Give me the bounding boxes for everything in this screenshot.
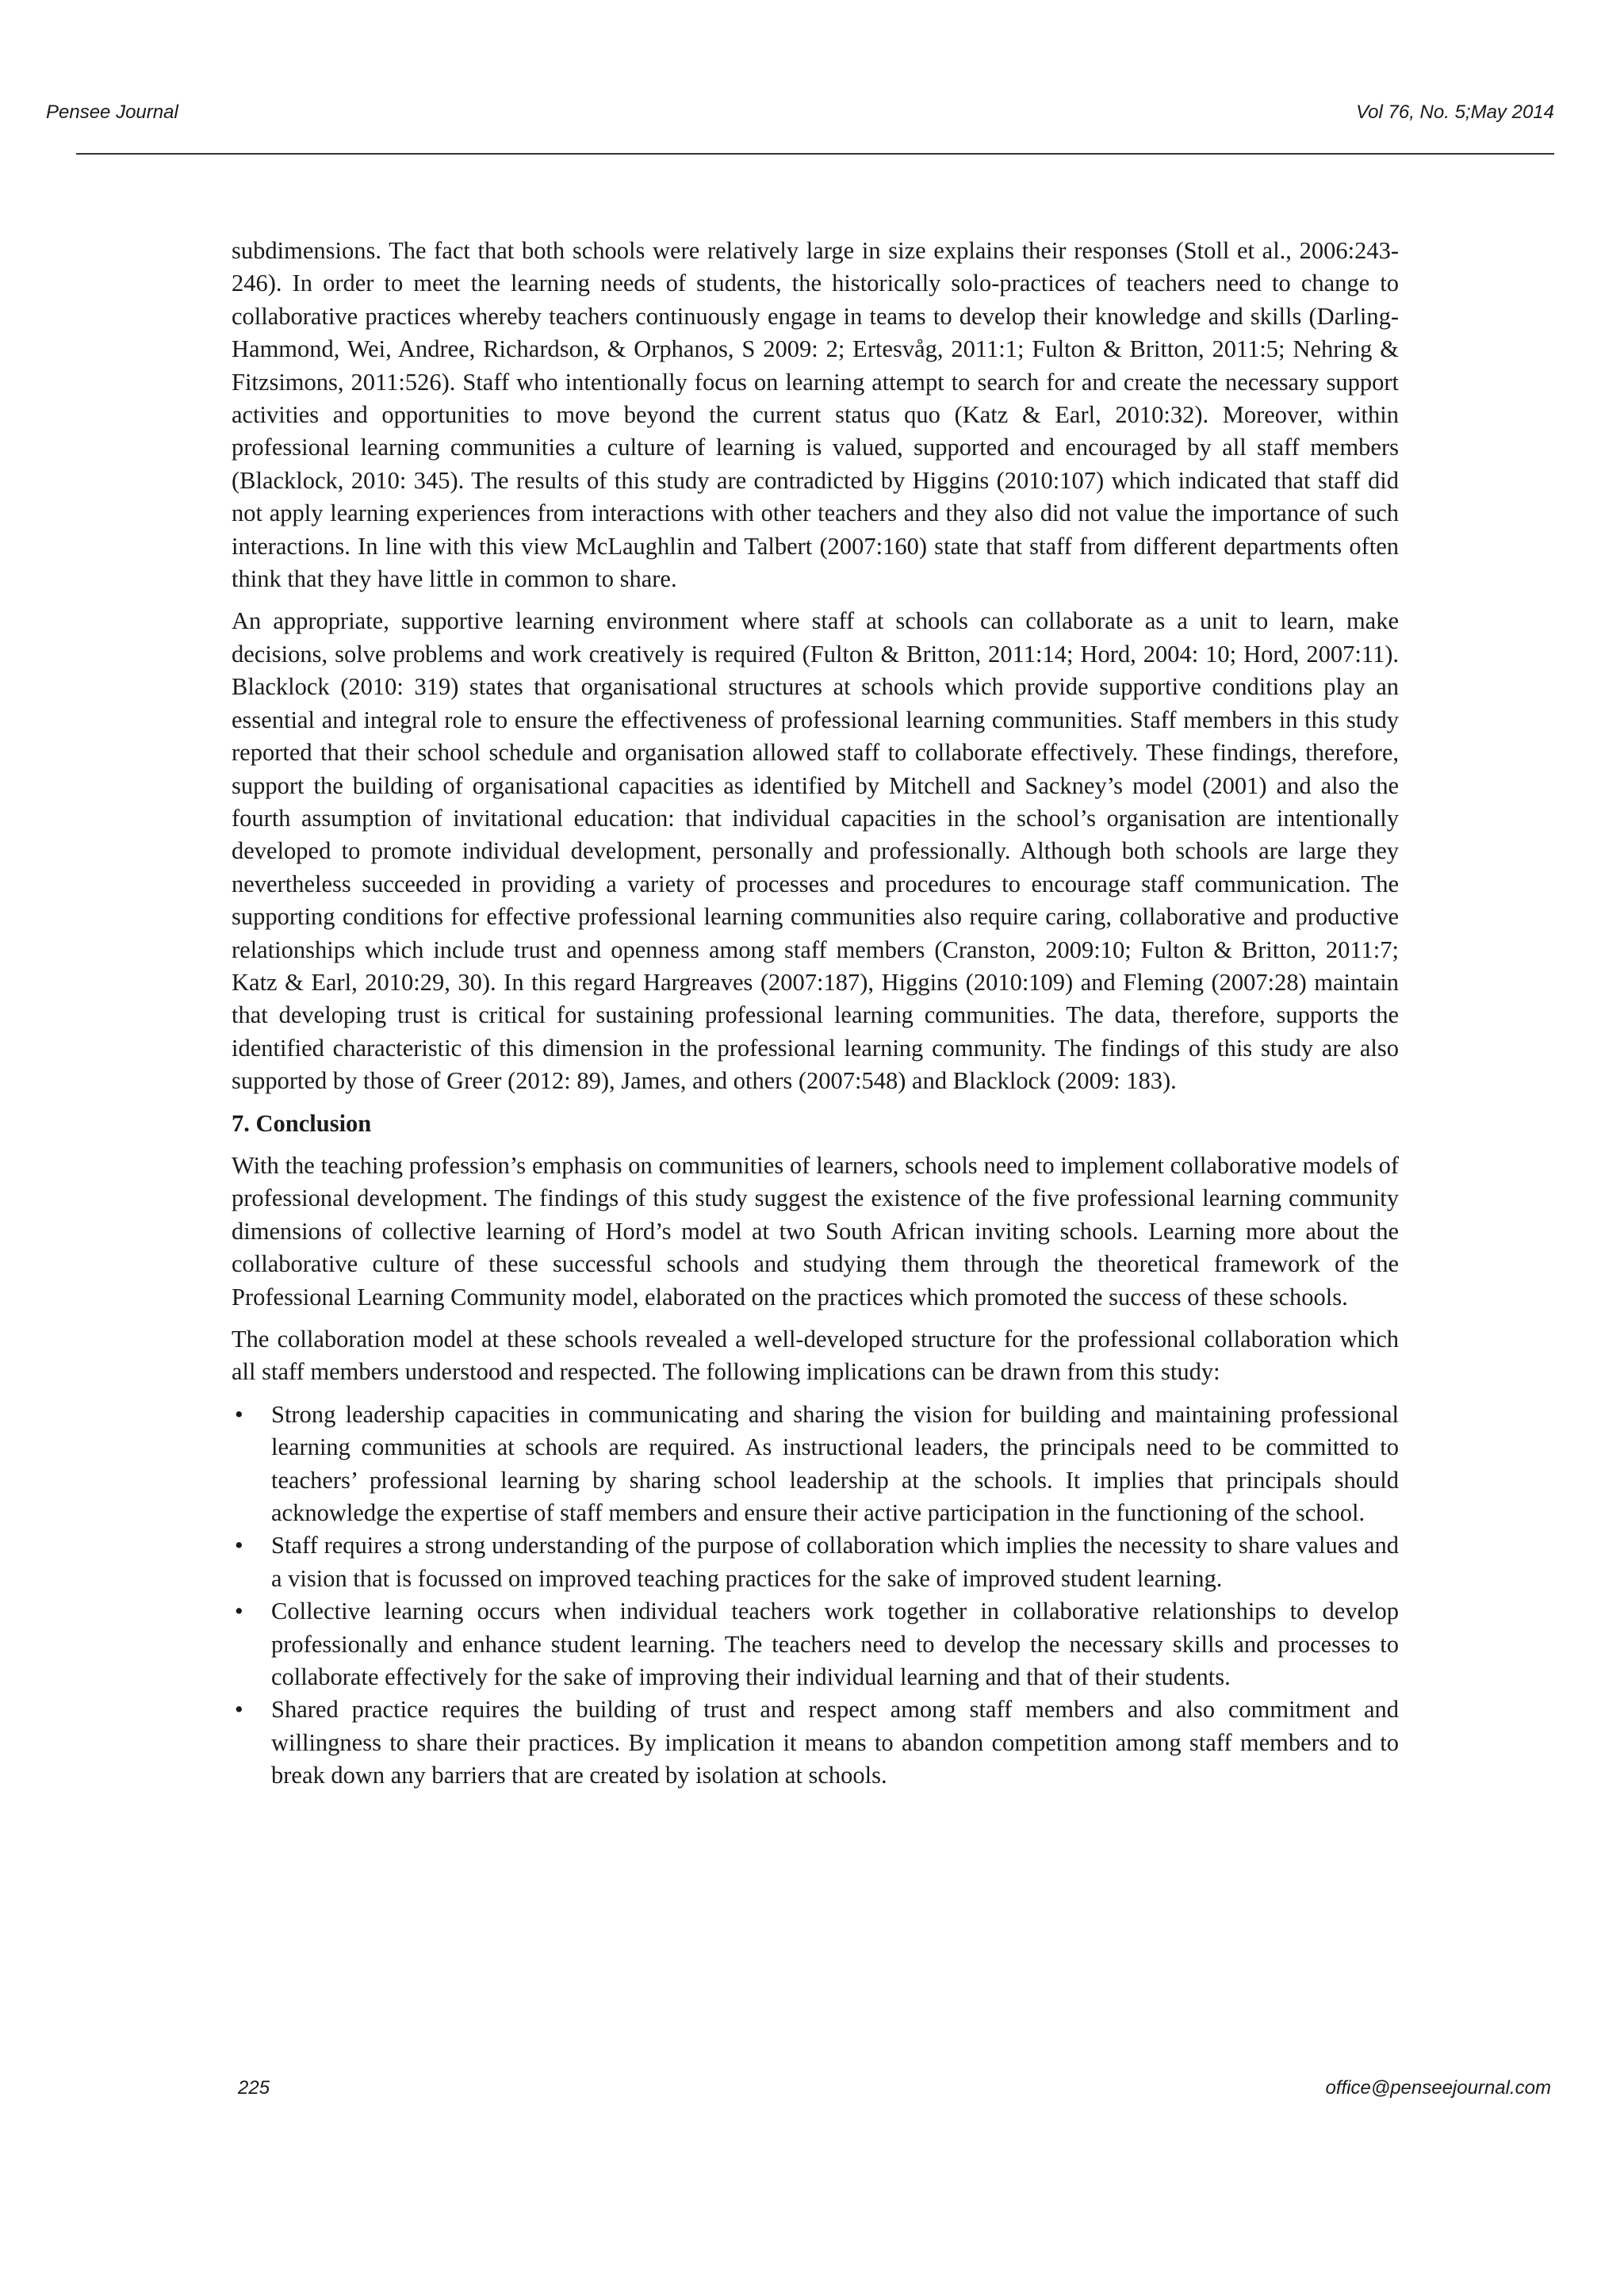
list-item	[232, 1595, 1399, 1693]
page-header	[46, 101, 1554, 133]
body-paragraph: subdimensions. The fact that both schools were relatively large in size explains their responses (Stoll et al., 2006:243-246). In order to meet the learning needs of students, the historically solo-practices of teachers need to change to collaborative practices whereby teachers continuously engage in teams to develop their knowledge and skills (Darling-Hammond, Wei, Andree, Richardson, & Orphanos, S 2009: 2; Ertesvåg, 2011:1; Fulton & Britton, 2011:5; Nehring & Fitzsimons, 2011:526). Staff who intentionally focus on learning attempt to search for and create the necessary support activities and opportunities to move beyond the current status quo (Katz & Earl, 2010:32). Moreover, within professional learning communities a culture of learning is valued, supported and encouraged by all staff members (Blacklock, 2010: 345). The results of this study are contradicted by Higgins (2010:107) which indicated that staff did not apply learning experiences from interactions with other teachers and they also did not value the importance of such interactions. In line with this view McLaughlin and Talbert (2007:160) state that staff from different departments often think that they have little in common to share.	[232, 237, 1399, 593]
bullet-icon: •	[235, 1598, 243, 1625]
list-item	[232, 1399, 1399, 1530]
contact-email: office@penseejournal.com	[1325, 2077, 1551, 2099]
body-paragraph: The collaboration model at these schools revealed a well-developed structure for the professional collaboration which all staff members understood and respected. The following implications can be drawn from this study:	[232, 1326, 1399, 1386]
body-paragraph: An appropriate, supportive learning environment where staff at schools can collaborate as a unit to learn, make decisions, solve problems and work creatively is required (Fulton & Britton, 2011:14; Hord, 2004: 10; Hord, 2007:11). Blacklock (2010: 319) states that organisational structures at schools which provide supportive conditions play an essential and integral role to ensure the effectiveness of professional learning communities. Staff members in this study reported that their school schedule and organisation allowed staff to collaborate effectively. These findings, therefore, support the building of organisational capacities as identified by Mitchell and Sackney’s model (2001) and also the fourth assumption of invitational education: that individual capacities in the school’s organisation are intentionally developed to promote individual development, personally and professionally. Although both schools are large they nevertheless succeeded in providing a variety of processes and procedures to encourage staff communication. The supporting conditions for effective professional learning communities also require caring, collaborative and productive relationships which include trust and openness among staff members (Cranston, 2009:10; Fulton & Britton, 2011:7; Katz & Earl, 2010:29, 30). In this regard Hargreaves (2007:187), Higgins (2010:109) and Fleming (2007:28) maintain that developing trust is critical for sustaining professional learning communities. The data, therefore, supports the identified characteristic of this dimension in the professional learning community. The findings of this study are also supported by those of Greer (2012: 89), James, and others (2007:548) and Blacklock (2009: 183).	[232, 607, 1399, 1095]
bullet-icon: •	[235, 1400, 243, 1428]
page-number: 225	[238, 2077, 270, 2099]
list-item-text: Shared practice requires the building of trust and respect among staff members and also commitment and willingness to share their practices. By implication it means to abandon competition among staff members and to break down any barriers that are created by isolation at schools.	[271, 1696, 1399, 1789]
list-item-text: Staff requires a strong understanding of the purpose of collaboration which implies the necessity to share values and a vision that is focussed on improved teaching practices for the sake of improved student learning.	[271, 1532, 1399, 1592]
bullet-icon: •	[235, 1696, 243, 1724]
page-footer	[238, 2077, 1551, 2109]
header-divider	[76, 153, 1554, 155]
journal-name: Pensee Journal	[46, 101, 178, 123]
list-item-text: Collective learning occurs when individual teachers work together in collaborative relationships to develop professionally and enhance student learning. The teachers need to develop the necessary skills and processes to collaborate effectively for the sake of improving their individual learning and that of their students.	[271, 1598, 1399, 1691]
list-item	[232, 1529, 1399, 1595]
section-heading: 7. Conclusion	[232, 1109, 372, 1137]
implications-list	[232, 1399, 1399, 1793]
list-item-text: Strong leadership capacities in communicating and sharing the vision for building and maintaining professional learning communities at schools are required. As instructional leaders, the principals need to be committed to teachers’ professional learning by sharing school leadership at the schools. It implies that principals should acknowledge the expertise of staff members and ensure their active participation in the functioning of the school.	[271, 1400, 1399, 1527]
article-body	[232, 235, 1399, 1793]
list-item	[232, 1693, 1399, 1792]
bullet-icon: •	[235, 1532, 243, 1559]
issue-info: Vol 76, No. 5;May 2014	[1356, 101, 1554, 123]
body-paragraph: With the teaching profession’s emphasis on communities of learners, schools need to implement collaborative models of professional development. The findings of this study suggest the existence of the five professional learning community dimensions of collective learning of Hord’s model at two South African inviting schools. Learning more about the collaborative culture of these successful schools and studying them through the theoretical framework of the Professional Learning Community model, elaborated on the practices which promoted the success of these schools.	[232, 1151, 1399, 1311]
